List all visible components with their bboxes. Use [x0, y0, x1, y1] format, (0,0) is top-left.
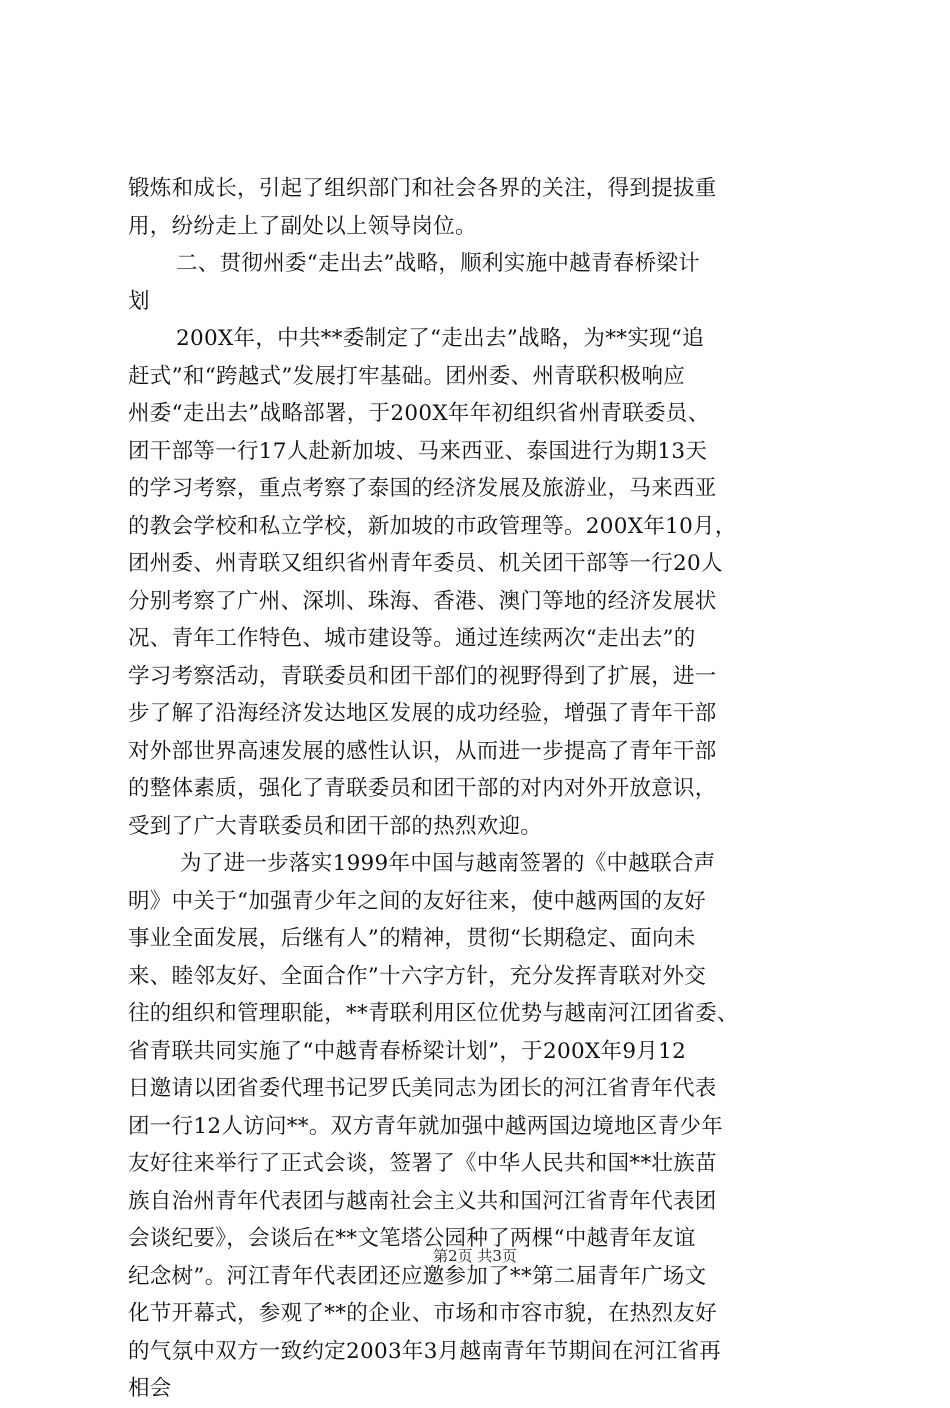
text-line: 明》中关于“加强青少年之间的友好往来，使中越两国的友好: [128, 888, 707, 914]
section-heading: 二、贯彻州委“走出去”战略，顺利实施中越青春桥梁计: [176, 251, 700, 276]
text-line: 受到了广大青联委员和团干部的热烈欢迎。: [128, 813, 543, 839]
body-text: [128, 170, 818, 1408]
text-line: 事业全面发展，后继有人”的精神，贯彻“长期稳定、面向未: [128, 926, 696, 951]
paragraph-start: 为了进一步落实1999年中国与越南签署的《中越联合声: [180, 851, 716, 876]
text-line: 况、青年工作特色、城市建设等。通过连续两次“走出去”的: [128, 626, 696, 651]
page-number-footer: 第2页 共3页: [433, 1247, 517, 1265]
text-line: 对外部世界高速发展的感性认识，从而进一步提高了青年干部: [128, 738, 717, 764]
text-line: 学习考察活动，青联委员和团干部们的视野得到了扩展，进一: [128, 663, 717, 689]
paragraph-start: 200X年，中共**委制定了“走出去”战略，为**实现“追: [176, 326, 705, 351]
text-line: 的气氛中双方一致约定2003年3月越南青年节期间在河江省再: [128, 1338, 722, 1364]
text-line: 赶式”和“跨越式”发展打牢基础。团州委、州青联积极响应: [128, 363, 686, 389]
text-line: 族自治州青年代表团与越南社会主义共和国河江省青年代表团: [128, 1188, 717, 1214]
text-line: 的整体素质，强化了青联委员和团干部的对内对外开放意识，: [128, 776, 717, 801]
text-line: 团干部等一行17人赴新加坡、马来西亚、泰国进行为期13天: [128, 438, 708, 464]
text-line: 的学习考察，重点考察了泰国的经济发展及旅游业，马来西亚: [128, 476, 717, 501]
text-line: 分别考察了广州、深圳、珠海、香港、澳门等地的经济发展状: [128, 588, 717, 614]
text-line: 锻炼和成长，引起了组织部门和社会各界的关注，得到提拔重: [128, 176, 717, 201]
text-line: 日邀请以团省委代理书记罗氏美同志为团长的河江省青年代表: [128, 1076, 717, 1101]
text-line: 往的组织和管理职能，**青联利用区位优势与越南河江团省委、: [128, 1001, 739, 1026]
text-line: 相会: [128, 1376, 172, 1401]
text-line: 用，纷纷走上了副处以上领导岗位。: [128, 213, 477, 239]
section-heading-continuation: 划: [128, 288, 150, 314]
text-line: 团州委、州青联又组织省州青年委员、机关团干部等一行20人: [128, 551, 723, 576]
text-line: 省青联共同实施了“中越青春桥梁计划”，于200X年9月12: [128, 1038, 687, 1064]
text-line: 会谈纪要》，会谈后在**文笔塔公园种了两棵“中越青年友谊: [128, 1226, 696, 1251]
text-line: 来、睦邻友好、全面合作”十六字方针，充分发挥青联对外交: [128, 963, 707, 989]
text-line: 化节开幕式，参观了**的企业、市场和市容市貌，在热烈友好: [128, 1301, 717, 1326]
text-line: 的教会学校和私立学校，新加坡的市政管理等。200X年10月，: [128, 513, 737, 539]
text-line: 团一行12人访问**。双方青年就加强中越两国边境地区青少年: [128, 1113, 724, 1139]
text-line: 州委“走出去”战略部署，于200X年年初组织省州青联委员、: [128, 401, 710, 426]
text-line: 友好往来举行了正式会谈，签署了《中华人民共和国**壮族苗: [128, 1151, 717, 1176]
text-line: 步了解了沿海经济发达地区发展的成功经验，增强了青年干部: [128, 701, 717, 726]
text-line: 纪念树”。河江青年代表团还应邀参加了**第二届青年广场文: [128, 1263, 707, 1289]
